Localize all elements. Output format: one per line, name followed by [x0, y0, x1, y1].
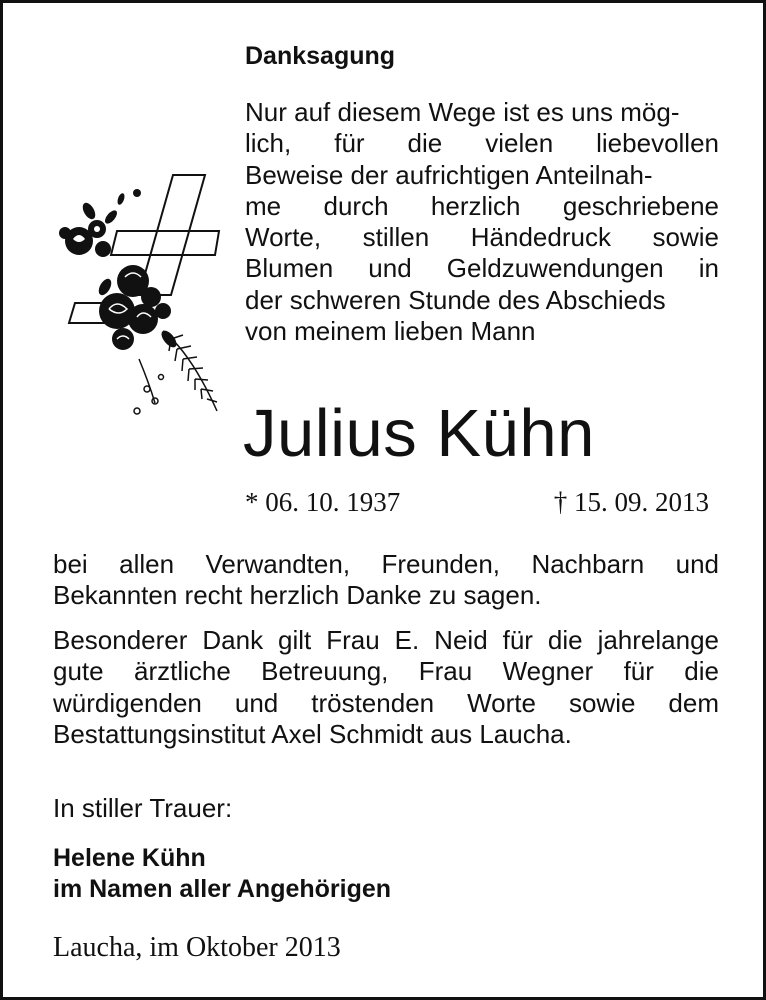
signature-block	[53, 843, 391, 905]
cross-with-roses-icon	[51, 163, 231, 423]
signer-note: im Namen aller Angehörigen	[53, 875, 392, 903]
thanks-paragraph	[53, 549, 719, 612]
birth-date: * 06. 10. 1937	[245, 487, 401, 517]
intro-line: Beweise der aufrichtigen Anteilnah-	[245, 159, 653, 190]
death-date: † 15. 09. 2013	[553, 487, 709, 517]
paragraph-line: Besonderer Dank gilt Frau E. Neid für die jahrelange	[53, 625, 719, 655]
intro-line: Worte, stillen Händedruck sowie	[245, 222, 719, 253]
intro-line: Nur auf diesem Wege ist es uns mög-	[245, 97, 680, 127]
intro-line: von meinem lieben Mann	[245, 316, 536, 347]
notice-title: Danksagung	[245, 42, 396, 70]
life-dates	[245, 485, 719, 519]
deceased-name: Julius Kühn	[243, 396, 595, 471]
intro-line: der schweren Stunde des Abschieds	[245, 284, 666, 315]
paragraph-line: Bestattungsinstitut Axel Schmidt aus Laucha.	[53, 718, 572, 749]
paragraph-line: würdigenden und tröstenden Worte sowie dem	[53, 687, 719, 718]
intro-line: me durch herzlich geschriebene	[245, 190, 719, 221]
special-thanks-paragraph	[53, 625, 719, 750]
intro-line: Blumen und Geldzuwendungen in	[245, 253, 719, 284]
signer-name: Helene Kühn	[53, 844, 206, 872]
closing-phrase: In stiller Trauer:	[53, 793, 233, 823]
intro-line: lich, für die vielen liebevollen	[245, 128, 719, 159]
paragraph-line: gute ärztliche Betreuung, Frau Wegner für die	[53, 656, 719, 687]
place-date: Laucha, im Oktober 2013	[53, 932, 341, 963]
paragraph-line: bei allen Verwandten, Freunden, Nachbarn und	[53, 549, 719, 579]
paragraph-line: Bekannten recht herzlich Danke zu sagen.	[53, 580, 542, 611]
intro-text	[245, 97, 719, 347]
